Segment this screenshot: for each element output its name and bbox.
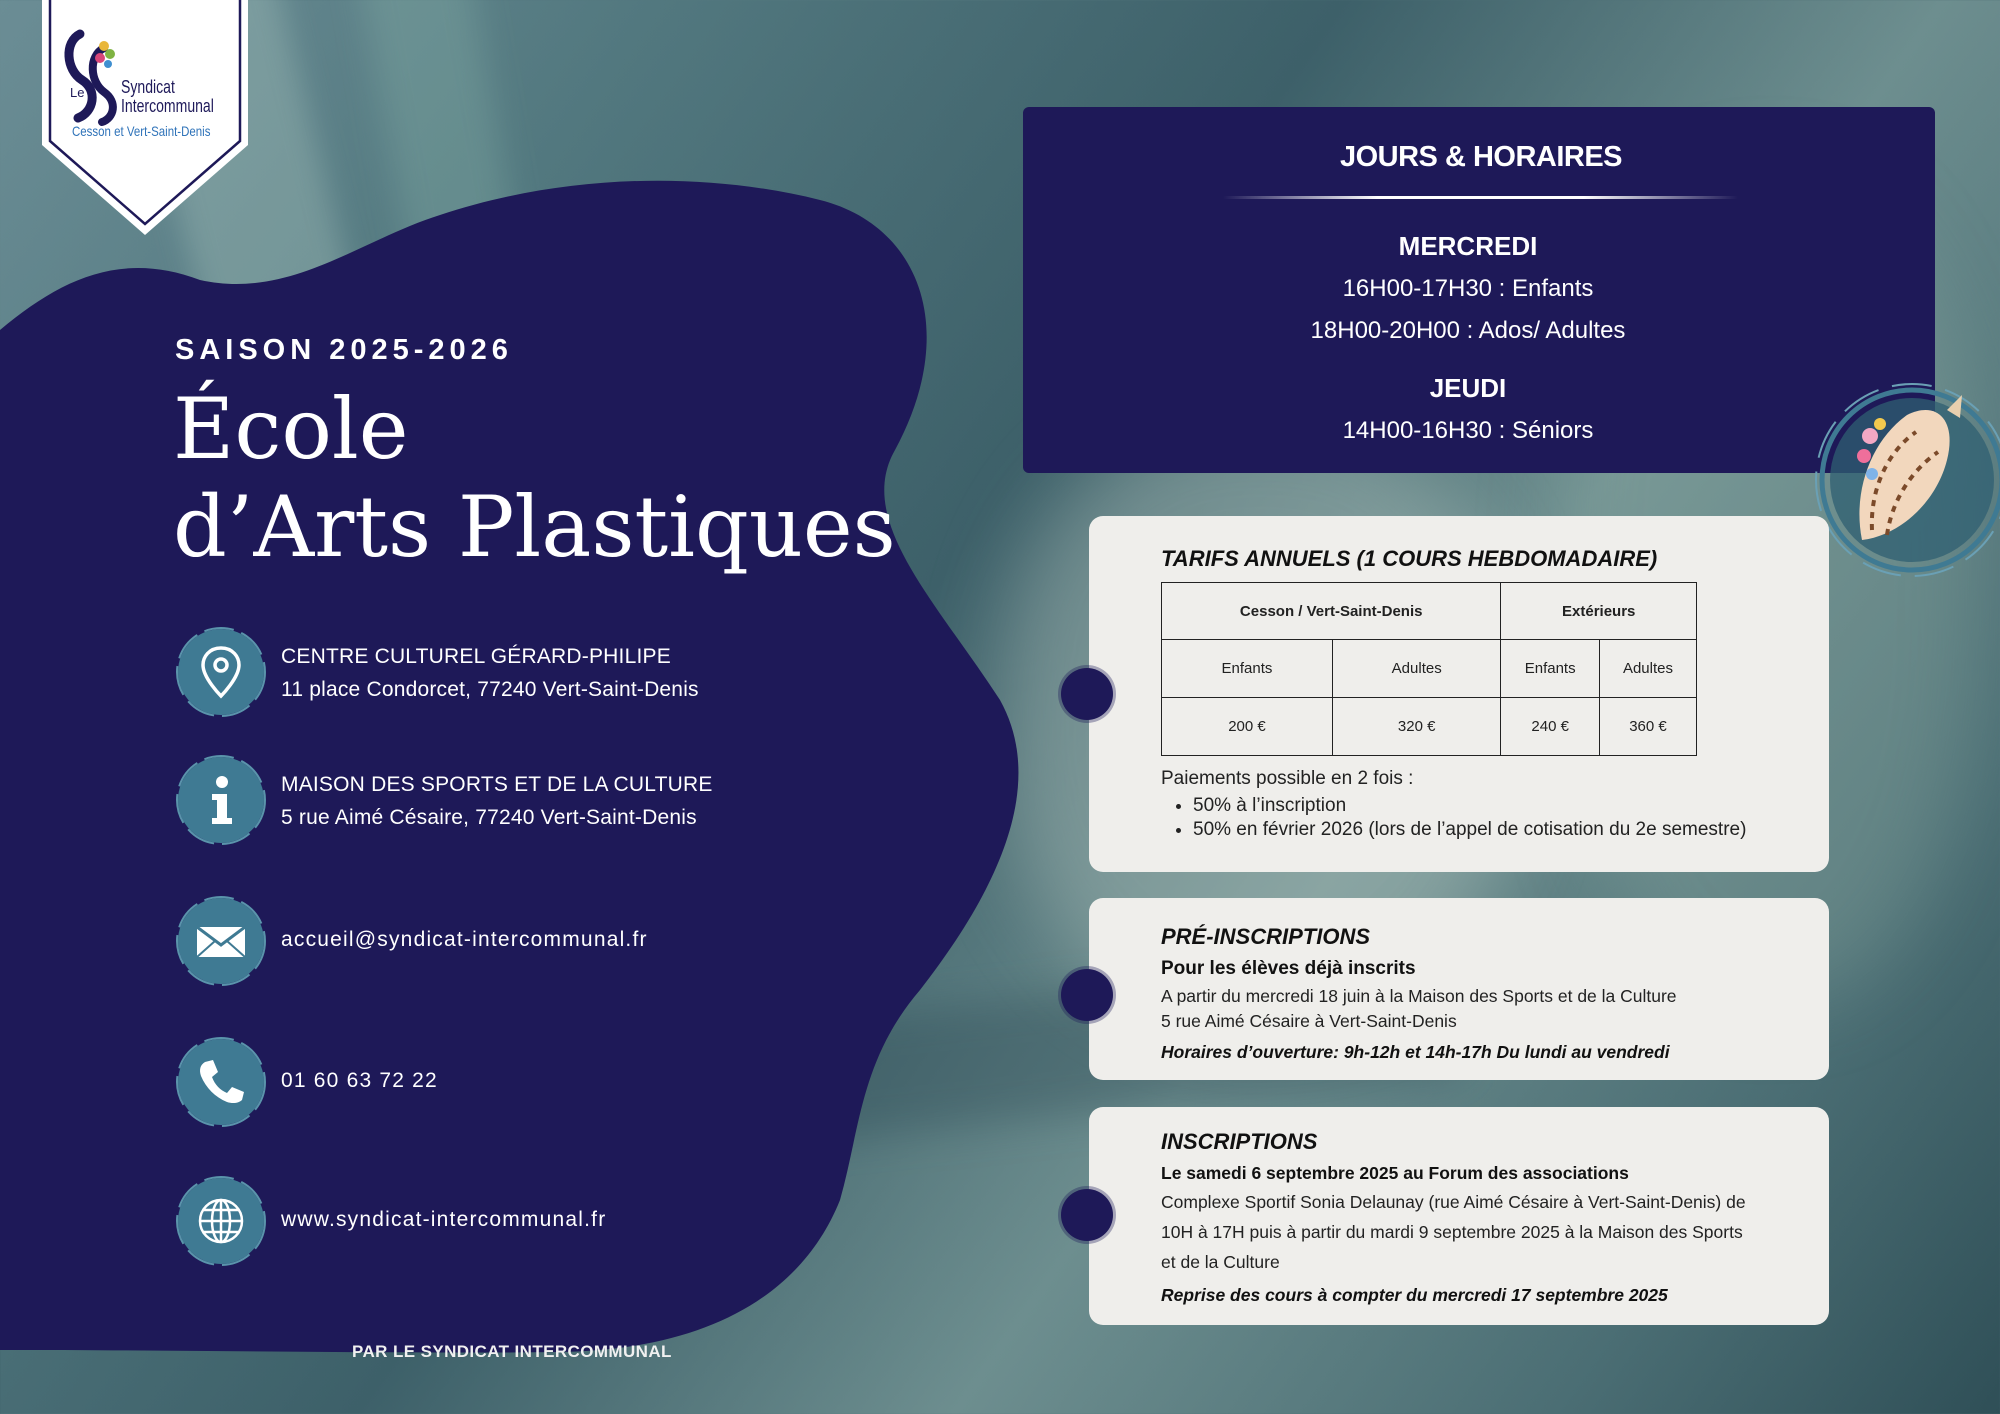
slot-wednesday-2: 18H00-20H00 : Ados/ Adultes xyxy=(1310,317,1626,344)
location-pin-icon xyxy=(175,626,267,718)
slot-thursday-1: 14H00-16H30 : Séniors xyxy=(1342,417,1594,444)
tarifs-table xyxy=(1161,582,1697,756)
inscriptions-title: INSCRIPTIONS xyxy=(1161,1129,1318,1154)
logo-le-text: Le xyxy=(70,85,85,100)
shell-illustration xyxy=(1812,370,2000,590)
price-cell: 200 € xyxy=(1162,698,1333,756)
phone-number[interactable]: 01 60 63 72 22 xyxy=(281,1069,438,1092)
venue1-name: CENTRE CULTUREL GÉRARD-PHILIPE xyxy=(281,645,671,668)
card-bullet-dot xyxy=(1061,668,1113,720)
page-title-line1: École xyxy=(173,380,409,478)
price-cell: 320 € xyxy=(1332,698,1500,756)
slot-wednesday-1: 16H00-17H30 : Enfants xyxy=(1342,275,1594,302)
logo[interactable] xyxy=(42,0,248,235)
logo-line2: Intercommunal xyxy=(121,96,214,116)
page-title xyxy=(173,380,896,576)
preinscriptions-line1: A partir du mercredi 18 juin à la Maison des Sports et de la Culture xyxy=(1161,986,1677,1006)
inscriptions-line1: Complexe Sportif Sonia Delaunay (rue Aimé Césaire à Vert-Saint-Denis) de xyxy=(1161,1192,1746,1212)
contact-website[interactable] xyxy=(175,1175,795,1271)
email-link[interactable]: accueil@syndicat-intercommunal.fr xyxy=(281,928,648,951)
season-label: SAISON 2025-2026 xyxy=(175,334,513,366)
inscriptions-subtitle: Le samedi 6 septembre 2025 au Forum des associations xyxy=(1161,1163,1629,1183)
contact-venue1-text xyxy=(281,640,699,706)
table-col-adultes: Adultes xyxy=(1599,640,1696,698)
day-thursday: JEUDI xyxy=(1429,373,1507,403)
venue2-name: MAISON DES SPORTS ET DE LA CULTURE xyxy=(281,773,713,796)
globe-icon xyxy=(175,1175,267,1267)
table-row xyxy=(1162,583,1697,640)
tarifs-card xyxy=(1089,516,1829,872)
card-bullet-dot xyxy=(1061,969,1113,1021)
envelope-icon xyxy=(175,895,267,987)
phone-icon xyxy=(175,1036,267,1128)
venue2-address: 5 rue Aimé Césaire, 77240 Vert-Saint-Denis xyxy=(281,806,697,829)
contact-venue1 xyxy=(175,626,795,722)
price-cell: 240 € xyxy=(1501,698,1600,756)
inscriptions-card xyxy=(1089,1107,1829,1325)
preinscriptions-title: PRÉ-INSCRIPTIONS xyxy=(1161,924,1371,949)
inscriptions-note: Reprise des cours à compter du mercredi 17 septembre 2025 xyxy=(1161,1285,1668,1305)
inscriptions-line2: 10H à 17H puis à partir du mardi 9 septembre 2025 à la Maison des Sports xyxy=(1161,1222,1743,1242)
venue1-address: 11 place Condorcet, 77240 Vert-Saint-Denis xyxy=(281,678,699,701)
table-row xyxy=(1162,640,1697,698)
page-title-line2: d’Arts Plastiques xyxy=(173,478,896,576)
table-header-exterieurs: Extérieurs xyxy=(1501,583,1697,640)
payment-list xyxy=(1161,794,1746,842)
payment-intro: Paiements possible en 2 fois : xyxy=(1161,768,1414,789)
list-item: • 50% à l’inscription xyxy=(1193,794,1746,818)
inscriptions-line3: et de la Culture xyxy=(1161,1252,1280,1272)
footer-credit: PAR LE SYNDICAT INTERCOMMUNAL xyxy=(352,1342,672,1361)
day-wednesday: MERCREDI xyxy=(1398,231,1538,261)
preinscriptions-hours: Horaires d’ouverture: 9h-12h et 14h-17h Du lundi au vendredi xyxy=(1161,1042,1670,1062)
table-col-enfants: Enfants xyxy=(1162,640,1333,698)
contact-phone[interactable] xyxy=(175,1036,795,1132)
hours-divider xyxy=(1223,196,1738,199)
preinscriptions-line2: 5 rue Aimé Césaire à Vert-Saint-Denis xyxy=(1161,1011,1457,1031)
table-row xyxy=(1162,698,1697,756)
table-col-enfants: Enfants xyxy=(1501,640,1600,698)
card-bullet-dot xyxy=(1061,1189,1113,1241)
preinscriptions-subtitle: Pour les élèves déjà inscrits xyxy=(1161,958,1416,979)
tarifs-title: TARIFS ANNUELS (1 COURS HEBDOMADAIRE) xyxy=(1161,546,1658,571)
contact-venue2-text xyxy=(281,768,713,834)
preinscriptions-card xyxy=(1089,898,1829,1080)
table-header-cesson: Cesson / Vert-Saint-Denis xyxy=(1162,583,1501,640)
price-cell: 360 € xyxy=(1599,698,1696,756)
website-link[interactable]: www.syndicat-intercommunal.fr xyxy=(281,1208,607,1231)
contact-email[interactable] xyxy=(175,895,795,991)
hours-title: JOURS & HORAIRES xyxy=(1339,141,1623,173)
table-col-adultes: Adultes xyxy=(1332,640,1500,698)
hours-panel xyxy=(1023,107,1935,473)
contact-venue2 xyxy=(175,754,795,850)
list-item: • 50% en février 2026 (lors de l’appel de cotisation du 2e semestre) xyxy=(1193,818,1746,842)
logo-line3: Cesson et Vert-Saint-Denis xyxy=(72,123,211,139)
logo-line1: Syndicat xyxy=(121,77,175,97)
info-icon xyxy=(175,754,267,846)
